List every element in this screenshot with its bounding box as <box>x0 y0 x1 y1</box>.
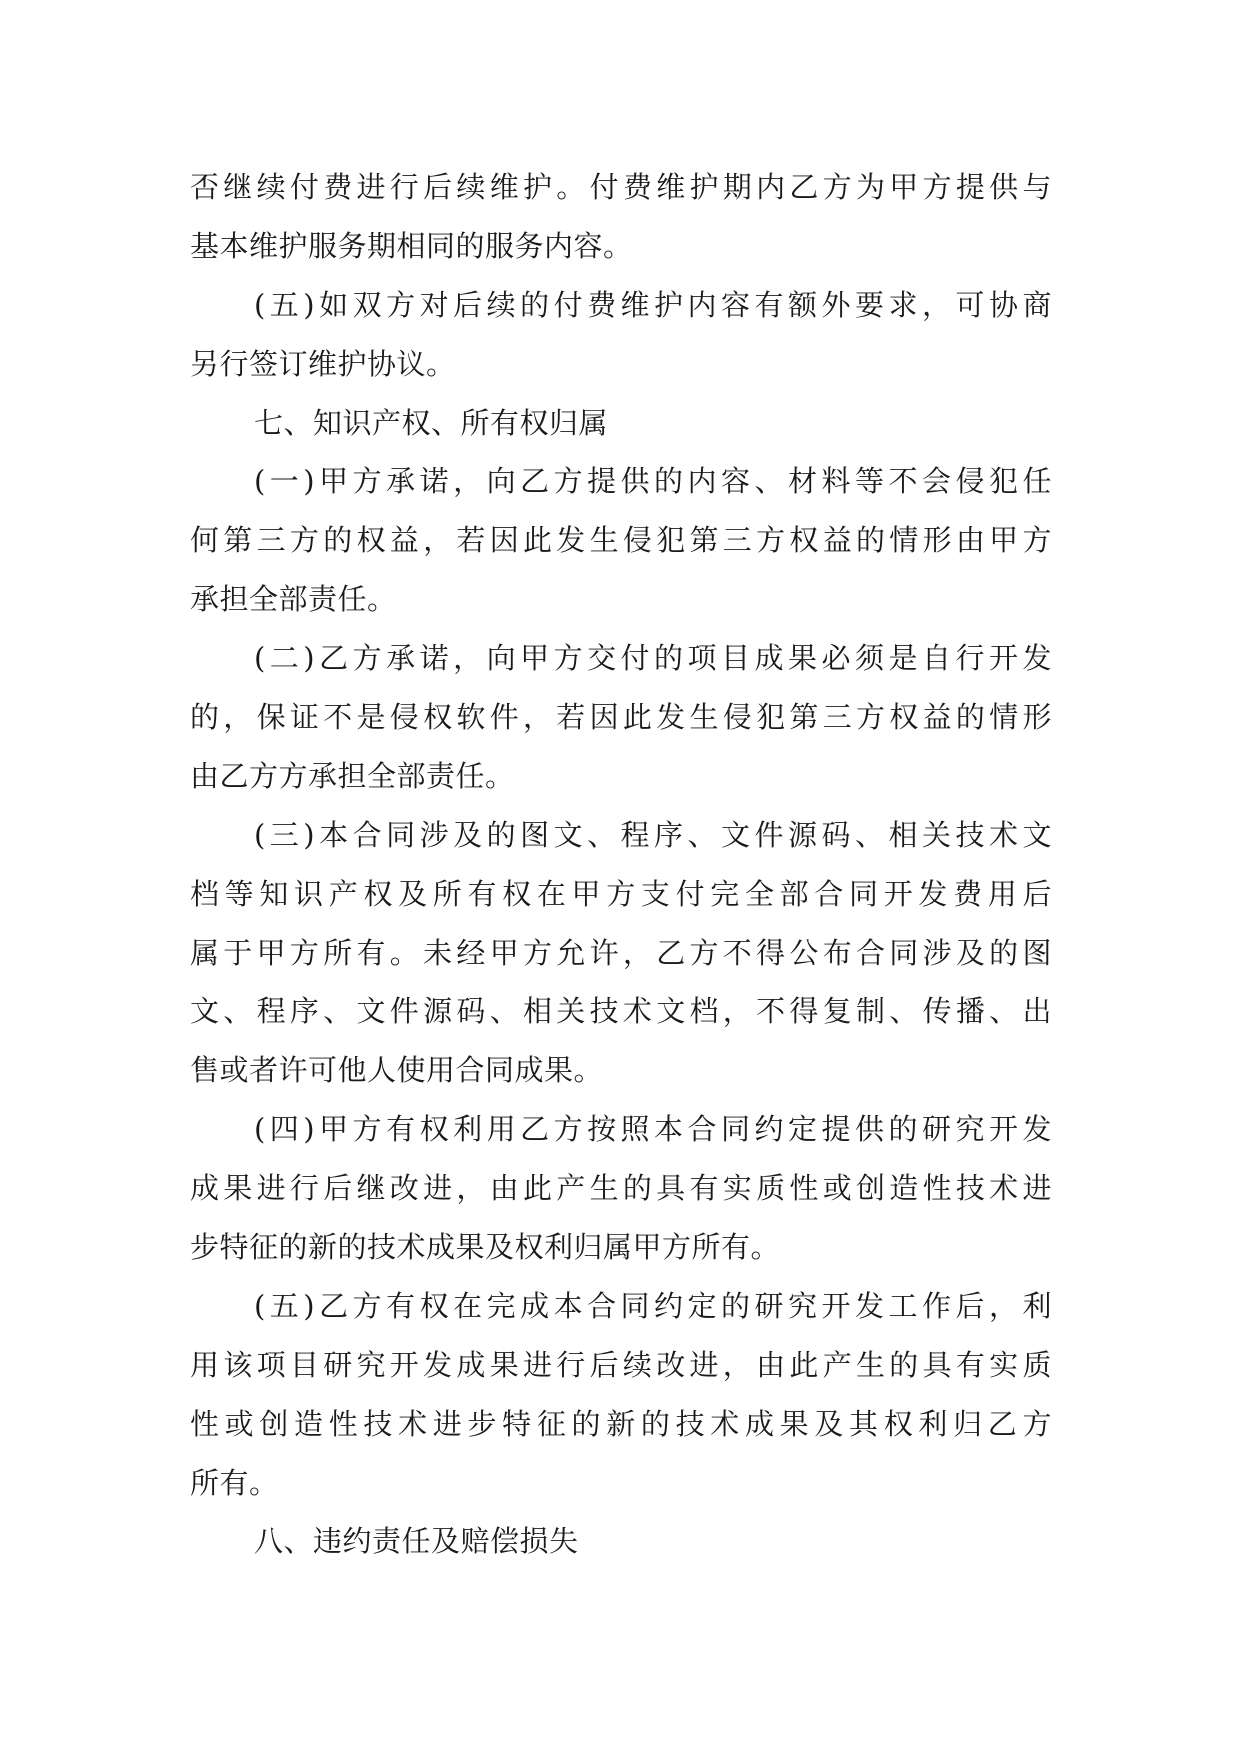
clause-line: (四)甲方有权利用乙方按照本合同约定提供的研究开发 <box>254 1112 1052 1147</box>
text-line: 基本维护服务期相同的服务内容。 <box>190 228 633 263</box>
text-line: 步特征的新的技术成果及权利归属甲方所有。 <box>190 1230 781 1265</box>
text-line: 售或者许可他人使用合同成果。 <box>190 1053 604 1088</box>
text-line: 何第三方的权益，若因此发生侵犯第三方权益的情形由甲方 <box>190 523 1052 558</box>
text-line: 由乙方方承担全部责任。 <box>190 758 515 793</box>
clause-line: (五)如双方对后续的付费维护内容有额外要求，可协商 <box>254 287 1052 322</box>
text-line: 所有。 <box>190 1465 279 1500</box>
clause-line: (一)甲方承诺，向乙方提供的内容、材料等不会侵犯任 <box>254 464 1052 499</box>
text-line: 的，保证不是侵权软件，若因此发生侵犯第三方权益的情形 <box>190 700 1052 735</box>
text-line: 另行签订维护协议。 <box>190 346 456 381</box>
section-heading-ip-ownership: 七、知识产权、所有权归属 <box>254 405 609 440</box>
clause-line: (五)乙方有权在完成本合同约定的研究开发工作后，利 <box>254 1288 1052 1323</box>
section-heading-breach-liability: 八、违约责任及赔偿损失 <box>254 1524 579 1559</box>
text-line: 性或创造性技术进步特征的新的技术成果及其权利归乙方 <box>190 1406 1052 1441</box>
clause-line: (二)乙方承诺，向甲方交付的项目成果必须是自行开发 <box>254 641 1052 676</box>
text-line: 文、程序、文件源码、相关技术文档，不得复制、传播、出 <box>190 994 1052 1029</box>
text-line: 否继续付费进行后续维护。付费维护期内乙方为甲方提供与 <box>190 170 1052 204</box>
contract-body <box>190 158 1052 1571</box>
clause-line: (三)本合同涉及的图文、程序、文件源码、相关技术文 <box>254 817 1052 852</box>
text-line: 档等知识产权及所有权在甲方支付完全部合同开发费用后 <box>190 876 1052 911</box>
text-line: 成果进行后继改进，由此产生的具有实质性或创造性技术进 <box>190 1171 1052 1206</box>
text-line: 承担全部责任。 <box>190 582 397 617</box>
text-line: 属于甲方所有。未经甲方允许，乙方不得公布合同涉及的图 <box>190 935 1052 970</box>
text-line: 用该项目研究开发成果进行后续改进，由此产生的具有实质 <box>190 1347 1052 1382</box>
